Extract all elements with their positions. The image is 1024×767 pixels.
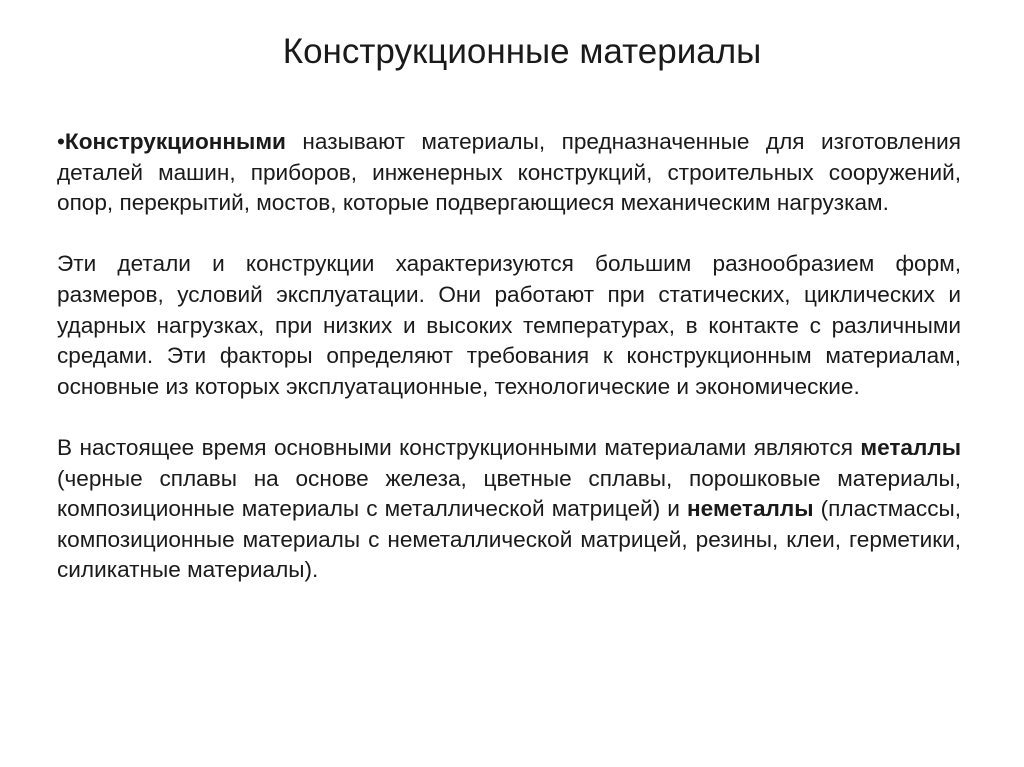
slide-body	[57, 127, 961, 586]
paragraph-classification	[57, 433, 961, 586]
term-nemetally: неметаллы	[687, 496, 814, 522]
term-metally: металлы	[860, 434, 961, 460]
slide-title: Конструкционные материалы	[282, 32, 762, 71]
definition-text: называют материалы, предназначенные для изготовления деталей машин, приборов, инженерных конструкций, строительных сооружений, опор, перекрытий, мостов, которые подвергающиеся механическим нагрузкам.	[57, 129, 961, 216]
classification-text-2: (черные сплавы на основе железа, цветные сплавы, порошковые материалы, композиционные материалы с металлической матрицей) и	[57, 465, 961, 522]
classification-text-1: В настоящее время основными конструкционными материалами являются	[57, 434, 861, 460]
term-konstruktsionnymi: Конструкционными	[64, 129, 286, 154]
paragraph-definition	[57, 127, 961, 219]
paragraph-requirements: Эти детали и конструкции характеризуются большим разнообразием форм, размеров, условий эксплуатации. Они работают при статических, циклических и ударных нагрузках, при низких и высоких температурах, в контакте с различными средами. Эти факторы определяют требования к конструкционным материалам, основные из которых эксплуатационные, технологические и экономические.	[57, 251, 961, 399]
classification-text-3: (пластмассы, композиционные материалы с неметаллической матрицей, резины, клеи, герметики, силикатные материалы).	[57, 496, 962, 583]
bullet: •	[57, 129, 65, 154]
